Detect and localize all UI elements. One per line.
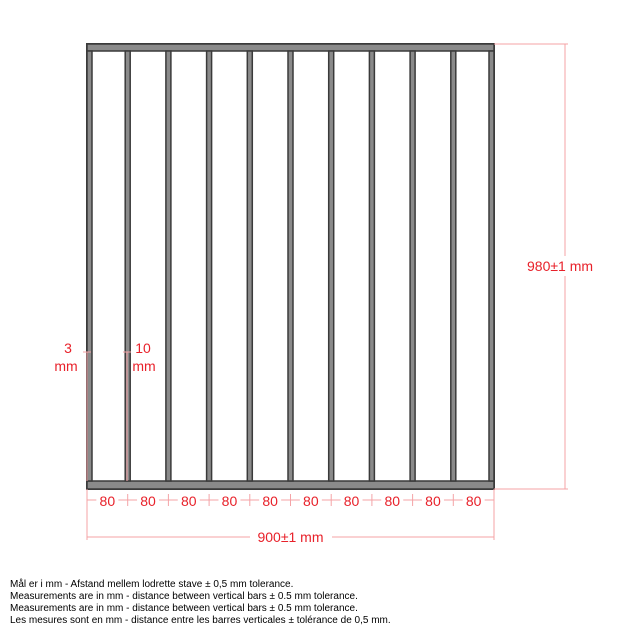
bar-thickness-unit: mm <box>132 358 156 374</box>
vertical-bar <box>166 51 171 481</box>
frame-stile-right <box>489 51 494 481</box>
gap-label: 80 <box>465 493 482 509</box>
gap-label: 80 <box>384 493 401 509</box>
frame-thickness-unit: mm <box>54 358 78 374</box>
vertical-bar <box>207 51 212 481</box>
gap-label: 80 <box>221 493 238 509</box>
gap-label: 80 <box>303 493 319 509</box>
note-english-1: Measurements are in mm - distance between vertical bars ± 0.5 mm tolerance. <box>10 591 358 602</box>
note-danish: Mål er i mm - Afstand mellem lodrette stave ± 0,5 mm tolerance. <box>10 579 294 590</box>
bottom-rail <box>87 481 494 489</box>
frame-stile-left <box>87 51 92 481</box>
vertical-bar <box>329 51 334 481</box>
bar-thickness-value: 10 <box>135 340 151 356</box>
vertical-bar <box>369 51 374 481</box>
note-french: Les mesures sont en mm - distance entre les barres verticales ± tolérance de 0,5 mm. <box>10 615 391 626</box>
height-label: 980±1 mm <box>527 258 594 274</box>
gap-label: 80 <box>180 493 197 509</box>
gap-label: 80 <box>425 493 441 509</box>
gap-label: 80 <box>99 493 116 509</box>
top-rail <box>87 44 494 51</box>
gap-label: 80 <box>262 493 278 509</box>
vertical-bar <box>125 51 130 481</box>
frame-thickness-value: 3 <box>64 340 72 356</box>
gap-label: 80 <box>140 493 156 509</box>
measurement-notes <box>10 579 630 627</box>
note-english-2: Measurements are in mm - distance between vertical bars ± 0.5 mm tolerance. <box>10 603 358 614</box>
vertical-bar <box>288 51 293 481</box>
width-label: 900±1 mm <box>257 529 324 545</box>
vertical-bar <box>451 51 456 481</box>
vertical-bar <box>247 51 252 481</box>
gap-label: 80 <box>343 493 360 509</box>
vertical-bar <box>410 51 415 481</box>
